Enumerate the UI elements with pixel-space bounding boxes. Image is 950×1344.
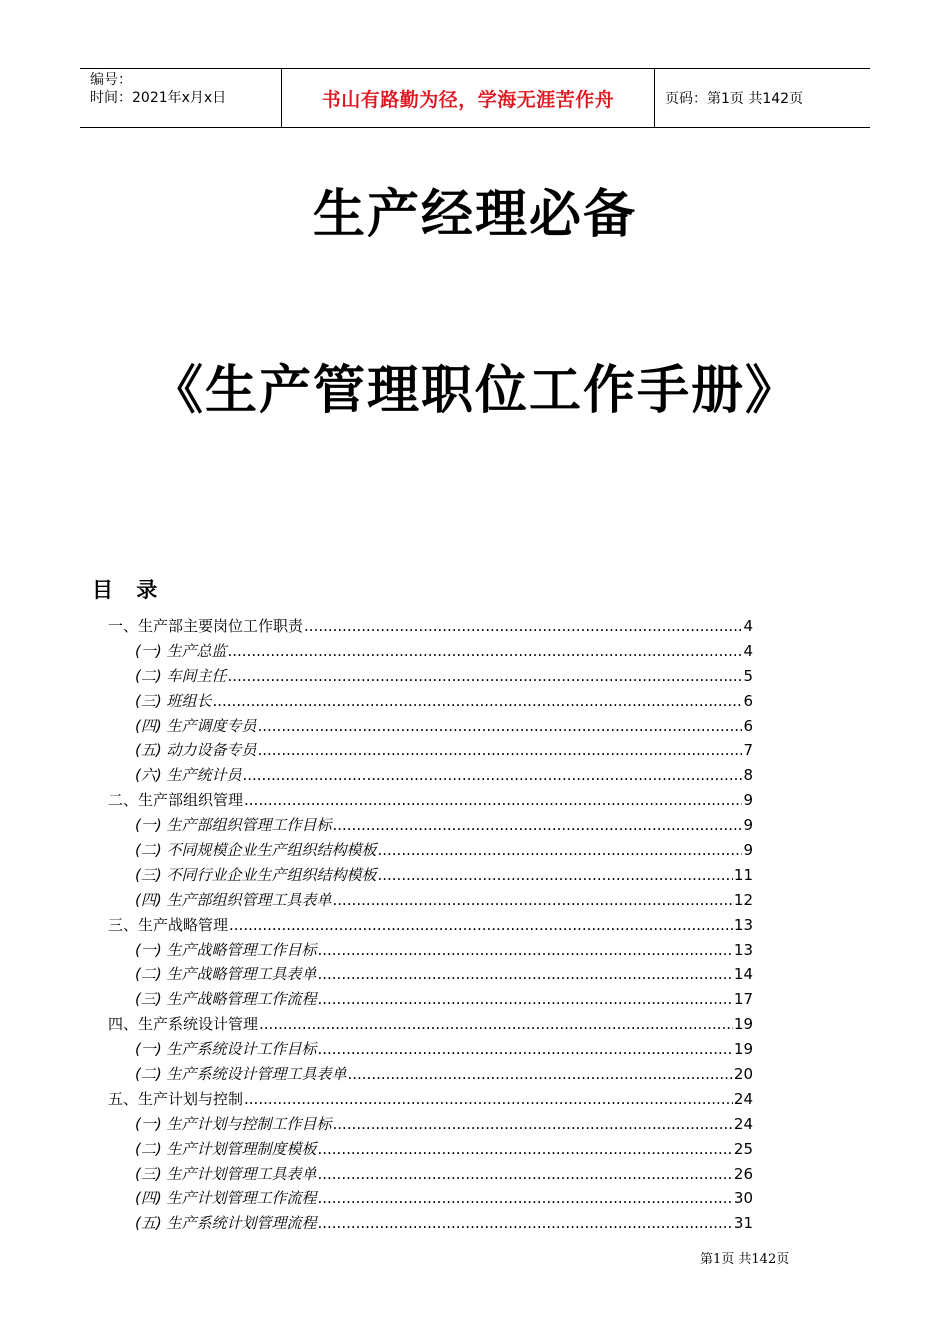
- toc-entry[interactable]: [0, 714, 950, 739]
- toc-entry-text: (五) 动力设备专员: [135, 741, 257, 760]
- toc-leader: [377, 838, 742, 863]
- toc-leader: [244, 788, 742, 813]
- toc-entry-page: 31: [733, 1214, 753, 1233]
- toc-entry-page: 26: [733, 1164, 753, 1183]
- toc-entry[interactable]: [0, 1037, 950, 1062]
- toc-leader: [229, 913, 733, 938]
- toc-entry-page: 9: [743, 816, 753, 835]
- toc-entry-text: (二) 生产战略管理工具表单: [135, 965, 317, 984]
- toc-entry-text: (二) 生产系统设计管理工具表单: [135, 1065, 347, 1084]
- toc-entry[interactable]: [0, 863, 950, 888]
- toc-entry-text: (一) 生产总监: [135, 641, 227, 660]
- toc-heading: 目 录: [92, 578, 166, 602]
- toc-entry-text: (一) 生产系统设计工作目标: [135, 1040, 317, 1059]
- toc-leader: [242, 763, 742, 788]
- toc-entry-text: (一) 生产计划与控制工作目标: [135, 1114, 332, 1133]
- toc-entry-text: 四、生产系统设计管理: [108, 1015, 259, 1034]
- toc-entry[interactable]: [0, 1211, 950, 1236]
- toc-entry[interactable]: [0, 639, 950, 664]
- toc-leader: [332, 813, 742, 838]
- toc-entry-text: (二) 生产计划管理制度模板: [135, 1139, 317, 1158]
- toc-entry-page: 12: [733, 890, 753, 909]
- toc-entry-page: 9: [743, 841, 753, 860]
- toc-entry-page: 6: [743, 691, 753, 710]
- toc-entry[interactable]: [0, 1186, 950, 1211]
- toc-leader: [227, 664, 742, 689]
- toc-entry-page: 13: [733, 915, 753, 934]
- toc-leader: [257, 714, 742, 739]
- toc-leader: [347, 1062, 732, 1087]
- page-footer: 第1页 共142页: [700, 1252, 790, 1267]
- page-header: [80, 68, 870, 128]
- toc-leader: [227, 639, 742, 664]
- toc-entry[interactable]: [0, 689, 950, 714]
- toc-entry[interactable]: [0, 913, 950, 938]
- toc-entry[interactable]: [0, 1087, 950, 1112]
- toc-entry-page: 11: [733, 865, 753, 884]
- toc-entry-page: 9: [743, 791, 753, 810]
- toc-entry-page: 17: [733, 990, 753, 1009]
- toc-entry-text: 五、生产计划与控制: [108, 1089, 244, 1108]
- toc-entry-text: 二、生产部组织管理: [108, 791, 244, 810]
- toc-entry[interactable]: [0, 938, 950, 963]
- toc-entry-text: 一、生产部主要岗位工作职责: [108, 617, 304, 635]
- toc-leader: [244, 1087, 733, 1112]
- toc-entry-text: (四) 生产计划管理工作流程: [135, 1189, 317, 1208]
- toc-entry[interactable]: [0, 1112, 950, 1137]
- toc-leader: [304, 614, 742, 639]
- toc-entry[interactable]: [0, 813, 950, 838]
- toc-leader: [332, 1112, 732, 1137]
- header-page-info: 页码：第1页 共142页: [665, 91, 804, 107]
- document-title: 生产经理必备: [312, 185, 637, 245]
- toc-entry-text: (四) 生产调度专员: [135, 716, 257, 735]
- toc-entry-text: (三) 生产计划管理工具表单: [135, 1164, 317, 1183]
- toc-entry-text: (六) 生产统计员: [135, 766, 242, 785]
- toc-entry-page: 8: [743, 766, 753, 785]
- toc-entry[interactable]: [0, 614, 950, 639]
- toc-entry-page: 19: [733, 1015, 753, 1034]
- toc-entry[interactable]: [0, 888, 950, 913]
- toc-leader: [317, 1186, 732, 1211]
- toc-leader: [317, 962, 732, 987]
- table-of-contents: [0, 614, 950, 1236]
- toc-entry-text: (四) 生产部组织管理工具表单: [135, 890, 332, 909]
- toc-entry-text: (二) 车间主任: [135, 666, 227, 685]
- toc-entry[interactable]: [0, 1012, 950, 1037]
- toc-entry[interactable]: [0, 664, 950, 689]
- toc-leader: [317, 1162, 732, 1187]
- number-label: 编号：: [90, 72, 132, 88]
- toc-entry-page: 13: [733, 940, 753, 959]
- toc-leader: [377, 863, 732, 888]
- toc-entry-page: 25: [733, 1139, 753, 1158]
- toc-entry-text: (三) 生产战略管理工作流程: [135, 990, 317, 1009]
- toc-entry-page: 19: [733, 1040, 753, 1059]
- toc-entry-page: 6: [743, 716, 753, 735]
- toc-entry[interactable]: [0, 1162, 950, 1187]
- toc-entry-page: 24: [733, 1089, 753, 1108]
- toc-entry[interactable]: [0, 987, 950, 1012]
- toc-entry-page: 7: [743, 741, 753, 760]
- toc-entry-text: (三) 不同行业企业生产组织结构模板: [135, 865, 377, 884]
- toc-entry-text: 三、生产战略管理: [108, 915, 229, 934]
- toc-entry-text: (五) 生产系统计划管理流程: [135, 1214, 317, 1233]
- toc-entry-text: (一) 生产部组织管理工作目标: [135, 816, 332, 835]
- header-motto: 书山有路勤为径，学海无涯苦作舟: [281, 69, 655, 127]
- toc-entry[interactable]: [0, 1062, 950, 1087]
- toc-leader: [317, 1211, 732, 1236]
- toc-leader: [212, 689, 742, 714]
- toc-entry[interactable]: [0, 1137, 950, 1162]
- toc-leader: [259, 1012, 733, 1037]
- toc-entry-page: 5: [743, 666, 753, 685]
- toc-entry-page: 30: [733, 1189, 753, 1208]
- toc-entry-text: (一) 生产战略管理工作目标: [135, 940, 317, 959]
- toc-leader: [317, 938, 732, 963]
- toc-leader: [317, 1137, 732, 1162]
- toc-entry-text: (三) 班组长: [135, 691, 212, 710]
- toc-entry-page: 4: [743, 641, 753, 660]
- toc-entry-text: (二) 不同规模企业生产组织结构模板: [135, 841, 377, 860]
- toc-leader: [332, 888, 732, 913]
- document-subtitle: 《生产管理职位工作手册》: [150, 361, 799, 421]
- toc-leader: [317, 987, 732, 1012]
- toc-entry-page: 24: [733, 1114, 753, 1133]
- toc-entry-page: 4: [743, 617, 753, 635]
- header-meta: [80, 69, 281, 127]
- toc-entry[interactable]: [0, 788, 950, 813]
- toc-leader: [257, 738, 742, 763]
- toc-entry-page: 14: [733, 965, 753, 984]
- toc-leader: [317, 1037, 732, 1062]
- toc-entry[interactable]: [0, 763, 950, 788]
- toc-entry[interactable]: [0, 962, 950, 987]
- toc-entry[interactable]: [0, 838, 950, 863]
- time-label: 时间：2021年x月x日: [90, 90, 227, 106]
- toc-entry-page: 20: [733, 1065, 753, 1084]
- toc-entry[interactable]: [0, 738, 950, 763]
